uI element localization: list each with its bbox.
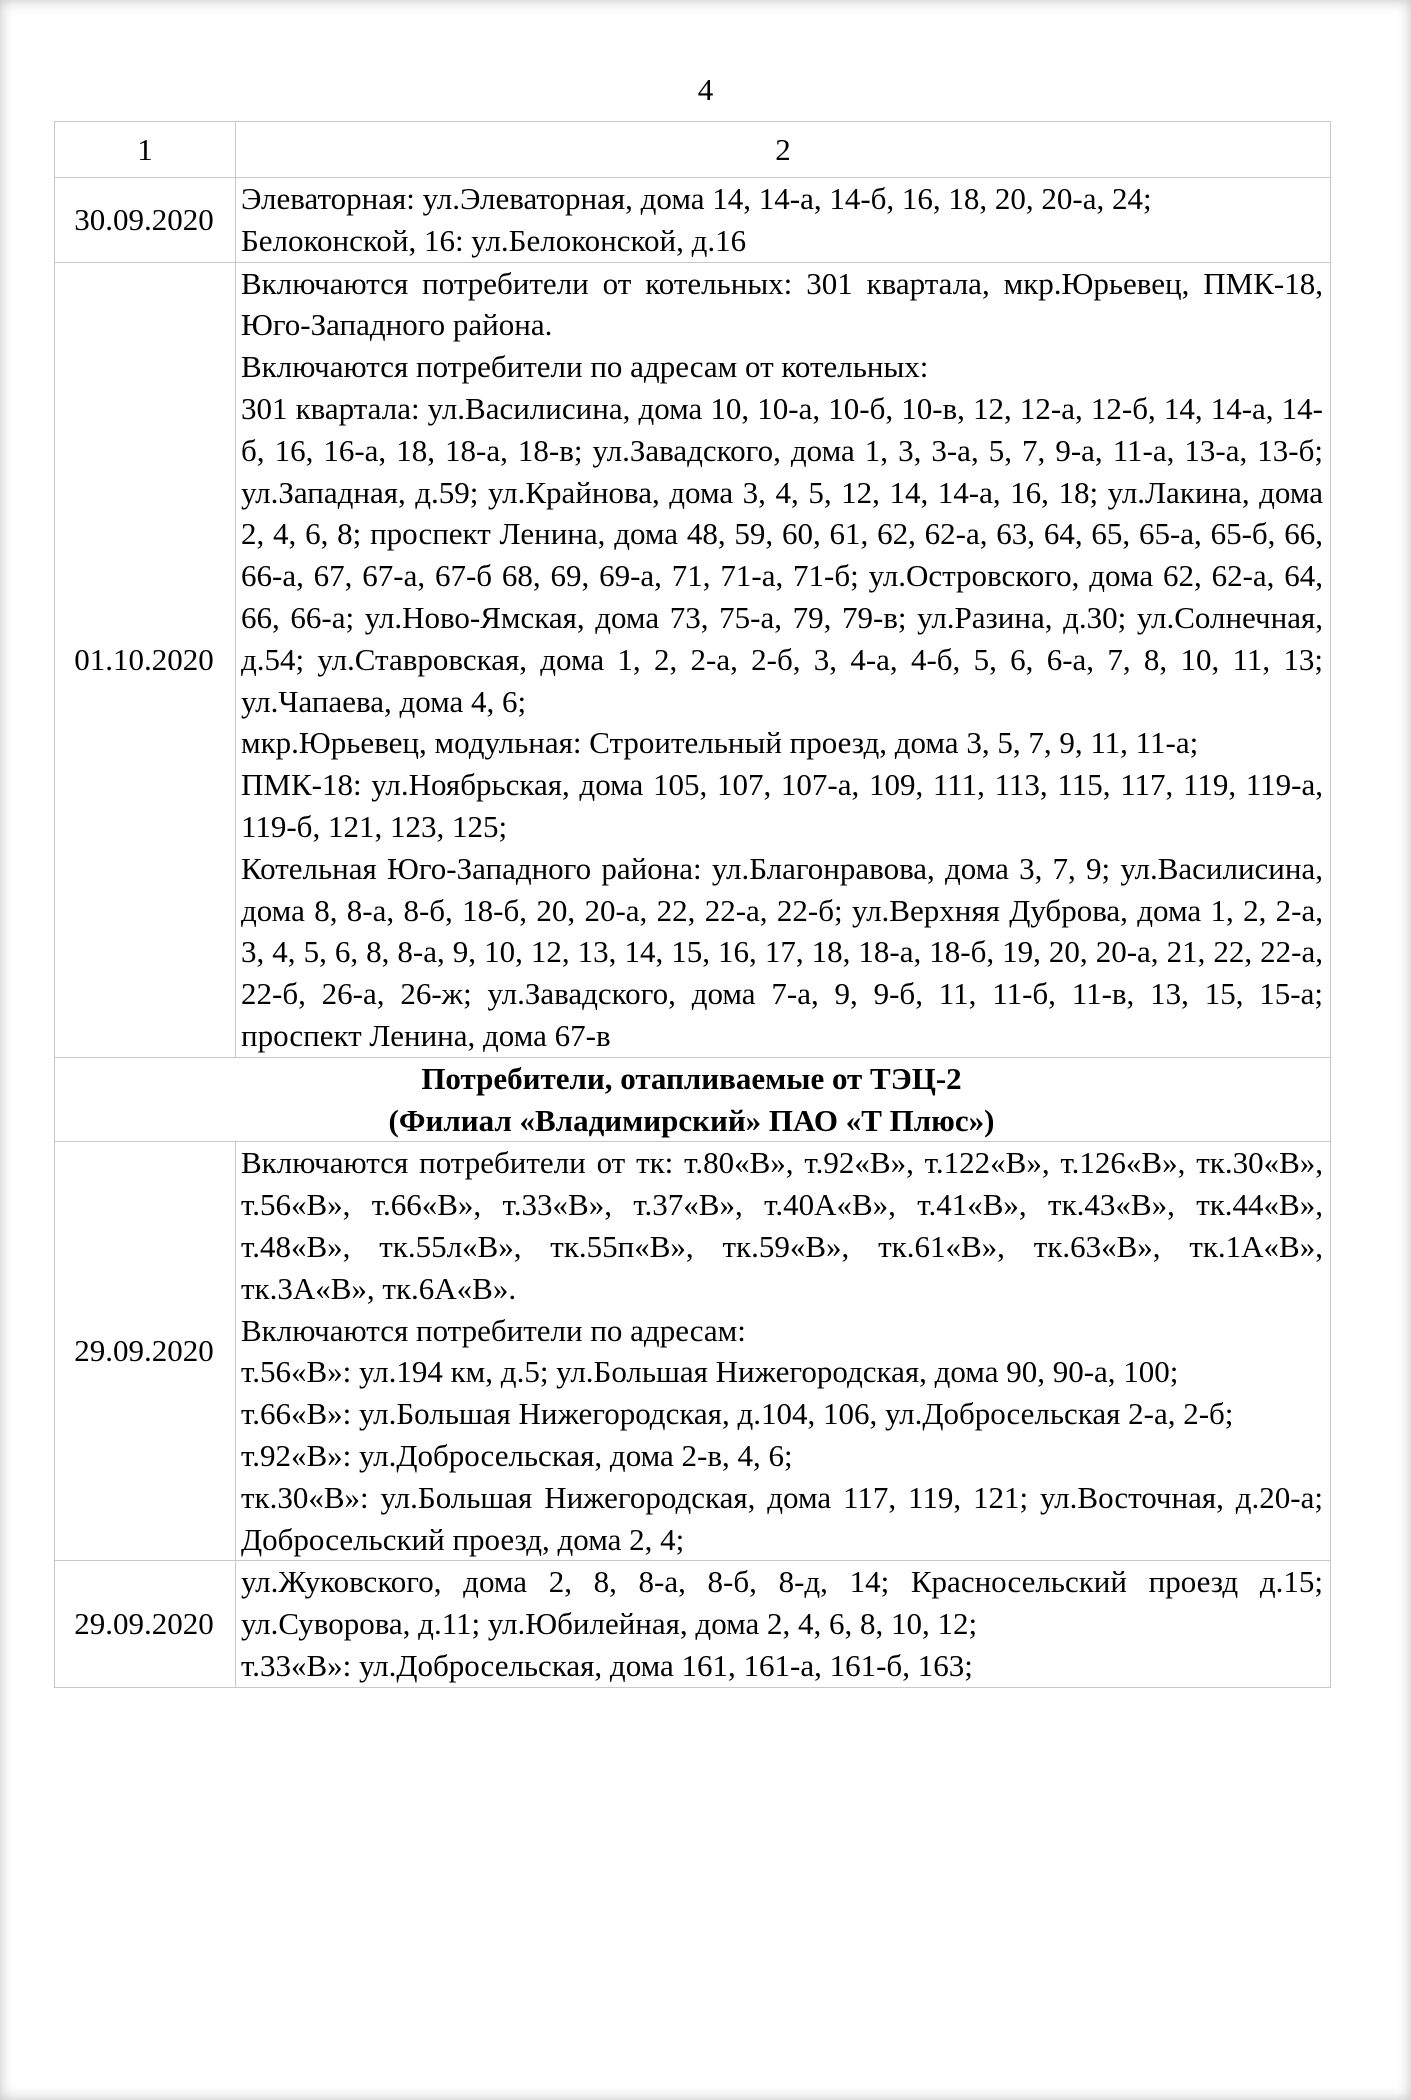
paragraph: Включаются потребители от котельных: 301 квартала, мкр.Юрьевец, ПМК-18, Юго-Западного района. [241,265,1323,343]
page-number: 4 [697,72,714,107]
paragraph: Белоконской, 16: ул.Белоконской, д.16 [241,222,747,258]
table-row [55,1142,1331,1561]
section-heading [55,1057,1331,1142]
paragraph: Котельная Юго-Западного района: ул.Благонравова, дома 3, 7, 9; ул.Василисина, дома 8, 8-а, 8-б, 18-б, 20, 20-а, 22, 22-а, 22-б; ул.Верхняя Дуброва, дома 1, 2, 2-а, 3, 4, 5, 6, 8, 8-а, 9, 10, 12, 13, 14, 15, 16, 17, 18, 18-а, 18-б, 19, 20, 20-а, 21, 22, 22-а, 22-б, 26-а, 26-ж; ул.Завадского, дома 7-а, 9, 9-б, 11, 11-б, 11-в, 13, 15, 15-а; проспект Ленина, дома 67-в [241,850,1323,1053]
paragraph: ПМК-18: ул.Ноябрьская, дома 105, 107, 107-а, 109, 111, 113, 115, 117, 119, 119-а, 119-б, 121, 123, 125; [241,767,1323,844]
paragraph: 301 квартала: ул.Василисина, дома 10, 10-а, 10-б, 10-в, 12, 12-а, 12-б, 14, 14-а, 14-б, 16, 16-а, 18, 18-а, 18-в; ул.Завадского, дома 1, 3, 3-а, 5, 7, 9-а, 11-а, 13-а, 13-б; ул.Западная, д.59; ул.Крайнова, дома 3, 4, 5, 12, 14, 14-а, 16, 18; ул.Лакина, дома 2, 4, 6, 8; проспект Ленина, дома 48, 59, 60, 61, 62, 62-а, 63, 64, 65, 65-а, 65-б, 66, 66-а, 67, 67-а, 67-б 68, 69, 69-а, 71, 71-а, 71-б; ул.Островского, дома 62, 62-а, 64, 66, 66-а; ул.Ново-Ямская, дома 73, 75-а, 79, 79-в; ул.Разина, д.30; ул.Солнечная, д.54; ул.Ставровская, дома 1, 2, 2-а, 2-б, 3, 4-а, 4-б, 5, 6, 6-а, 7, 8, 10, 11, 13; ул.Чапаева, дома 4, 6; [241,390,1323,719]
header-col-2: 2 [236,122,1331,178]
paragraph: тк.30«В»: ул.Большая Нижегородская, дома 117, 119, 121; ул.Восточная, д.20-а; Добросельский проезд, дома 2, 4; [241,1479,1323,1557]
section-heading-line-1: Потребители, отапливаемые от ТЭЦ-2 [421,1060,962,1096]
paragraph: Включаются потребители по адресам: [241,1312,746,1348]
section-heading-line-2: (Филиал «Владимирский» ПАО «Т Плюс») [388,1102,995,1138]
row-text [236,178,1331,263]
row-date: 29.09.2020 [55,1561,236,1687]
row-date: 01.10.2020 [55,262,236,1057]
row-text [236,262,1331,1057]
paragraph: т.33«В»: ул.Добросельская, дома 161, 161-а, 161-б, 163; [241,1647,973,1683]
table-header-row [55,122,1331,178]
paragraph: ул.Жуковского, дома 2, 8, 8-а, 8-б, 8-д, 14; Красносельский проезд д.15; ул.Суворова, д.11; ул.Юбилейная, дома 2, 4, 6, 8, 10, 12; [241,1564,1323,1642]
row-date: 29.09.2020 [55,1142,236,1561]
paragraph: мкр.Юрьевец, модульная: Строительный проезд, дома 3, 5, 7, 9, 11, 11-а; [241,725,1199,761]
paragraph: Включаются потребители по адресам от котельных: [241,349,929,385]
row-text [236,1561,1331,1687]
table-row [55,1561,1331,1687]
row-date: 30.09.2020 [55,178,236,263]
schedule-table [54,121,1331,1688]
row-text [236,1142,1331,1561]
table-row [55,178,1331,263]
paragraph: т.92«В»: ул.Добросельская, дома 2-в, 4, 6; [241,1437,793,1473]
paragraph: т.66«В»: ул.Большая Нижегородская, д.104, 106, ул.Добросельская 2-а, 2-б; [241,1396,1234,1432]
paragraph: т.56«В»: ул.194 км, д.5; ул.Большая Нижегородская, дома 90, 90-а, 100; [241,1354,1179,1390]
table-row [55,262,1331,1057]
paragraph: Элеваторная: ул.Элеваторная, дома 14, 14-а, 14-б, 16, 18, 20, 20-а, 24; [241,181,1152,216]
paragraph: Включаются потребители от тк: т.80«В», т.92«В», т.122«В», т.126«В», тк.30«В», т.56«В», т.66«В», т.33«В», т.37«В», т.40А«В», т.41«В», тк.43«В», тк.44«В», т.48«В», тк.55л«В», тк.55п«В», тк.59«В», тк.61«В», тк.63«В», тк.1А«В», тк.3А«В», тк.6А«В». [241,1145,1323,1306]
section-row [55,1057,1331,1142]
header-col-1: 1 [55,122,236,178]
